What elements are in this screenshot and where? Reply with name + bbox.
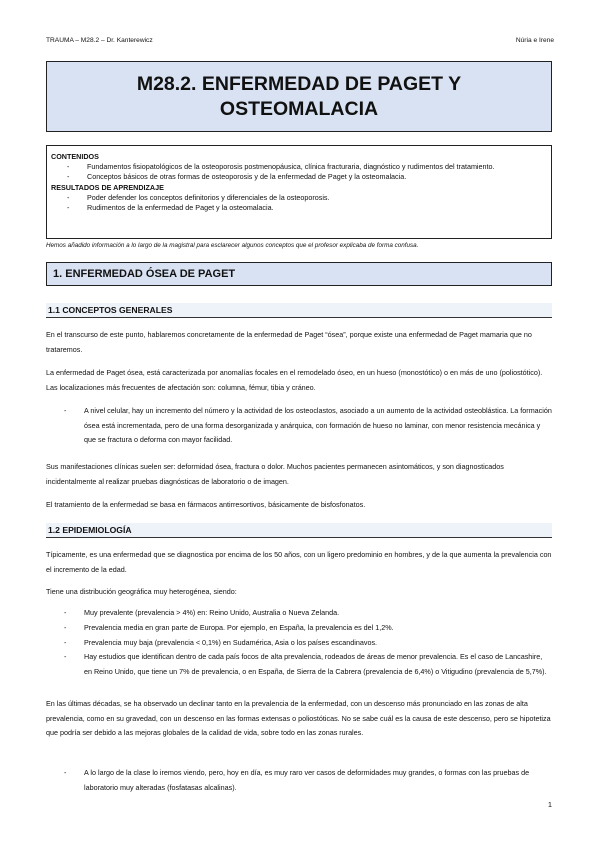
- list-item: - Muy prevalente (prevalencia > 4%) en: Reino Unido, Australia o Nueva Zelanda.: [64, 608, 340, 617]
- results-heading: RESULTADOS DE APRENDIZAJE: [51, 182, 164, 192]
- paragraph: Sus manifestaciones clínicas suelen ser: deformidad ósea, fractura o dolor. Muchos pacientes permanecen asintomáticos, y son diagnosticados incidentalmente al realizar pruebas diagnósticas de laboratorio o de imagen.: [46, 462, 504, 486]
- paragraph: La enfermedad de Paget ósea, está caracterizada por anomalías focales en el remodelado óseo, en un hueso (monostótico) o en más de uno (poliostótico). Las localizaciones más frecuentes de afectación son: columna, fémur, tibia y cráneo.: [46, 368, 543, 392]
- section-heading: 1. ENFERMEDAD ÓSEA DE PAGET: [46, 262, 552, 286]
- subsection-heading: 1.2 EPIDEMIOLOGÍA: [46, 523, 552, 538]
- contents-item: - Fundamentos fisiopatológicos de la osteoporosis postmenopáusica, clínica fracturaria, diagnóstico y rudimentos del tratamiento.: [67, 162, 495, 172]
- contents-box: [46, 145, 552, 239]
- subsection-heading: 1.1 CONCEPTOS GENERALES: [46, 303, 552, 318]
- document-page: [46, 0, 554, 848]
- title-line-1: M28.2. ENFERMEDAD DE PAGET Y: [136, 73, 462, 95]
- editor-note: Hemos añadido información a lo largo de la magistral para esclarecer algunos conceptos que el profesor explicaba de forma confusa.: [46, 242, 419, 249]
- bullet-item: - A nivel celular, hay un incremento del número y la actividad de los osteoclastos, asociado a un aumento de la actividad osteoblástica. La formación ósea está incrementada, pero de una forma desorganizada y anárquica, con formación de hueso no laminar, con menor resistencia mecánica y que se fractura o deforma con mayor facilidad.: [64, 406, 552, 445]
- header-left: TRAUMA – M28.2 – Dr. Kanterewicz: [46, 37, 153, 44]
- paragraph: En las últimas décadas, se ha observado un declinar tanto en la prevalencia de la enfermedad, con un descenso más pronunciado en las zonas de alta prevalencia, como en su gravedad, con un descenso en las formas extensas o poliostóticas. No se sabe cuál es la causa de este descenso, pero se hipotetiza que podría ser debido a las mejoras globales de la calidad de vida, sobre todo en las zonas rurales.: [46, 699, 551, 738]
- paragraph: El tratamiento de la enfermedad se basa en fármacos antirresortivos, básicamente de bisfosfonatos.: [46, 500, 366, 509]
- document-title: [46, 61, 552, 132]
- header-right: Núria e Irene: [515, 37, 554, 44]
- results-item: - Rudimentos de la enfermedad de Paget y la osteomalacia.: [67, 203, 274, 213]
- contents-heading: CONTENIDOS: [51, 152, 99, 161]
- contents-item: - Conceptos básicos de otras formas de osteoporosis y de la enfermedad de Paget y la osteomalacia.: [67, 172, 407, 182]
- page-header: [46, 37, 554, 44]
- list-item: - Prevalencia media en gran parte de Europa. Por ejemplo, en España, la prevalencia es del 1,2%.: [64, 623, 394, 632]
- list-item: - Prevalencia muy baja (prevalencia < 0,1%) en Sudamérica, Asia o los países escandinavos.: [64, 638, 378, 647]
- page-number: 1: [547, 800, 552, 809]
- bullet-item: - A lo largo de la clase lo iremos viendo, pero, hoy en día, es muy raro ver casos de deformidades muy grandes, o formas con las pruebas de laboratorio muy alteradas (fosfatasas alcalinas).: [64, 768, 530, 792]
- title-line-2: OSTEOMALACIA: [219, 98, 379, 120]
- results-item: - Poder defender los conceptos definitorios y diferenciales de la osteoporosis.: [67, 192, 330, 202]
- paragraph: En el transcurso de este punto, hablaremos concretamente de la enfermedad de Paget “ósea”, porque existe una enfermedad de Paget mamaria que no trataremos.: [46, 330, 532, 354]
- paragraph: Típicamente, es una enfermedad que se diagnostica por encima de los 50 años, con un ligero predominio en hombres, y de la que aumenta la prevalencia con el incremento de la edad.: [46, 550, 552, 574]
- list-item: - Hay estudios que identifican dentro de cada país focos de alta prevalencia, rodeados de áreas de menor prevalencia. Es el caso de Lancashire, en Reino Unido, que tiene un 7% de prevalencia, o en España, de Sierra de la Cabrera (prevalencia de 6,4%) o Vitigudino (prevalencia de 5,7%).: [64, 652, 547, 676]
- paragraph: Tiene una distribución geográfica muy heterogénea, siendo:: [46, 587, 237, 596]
